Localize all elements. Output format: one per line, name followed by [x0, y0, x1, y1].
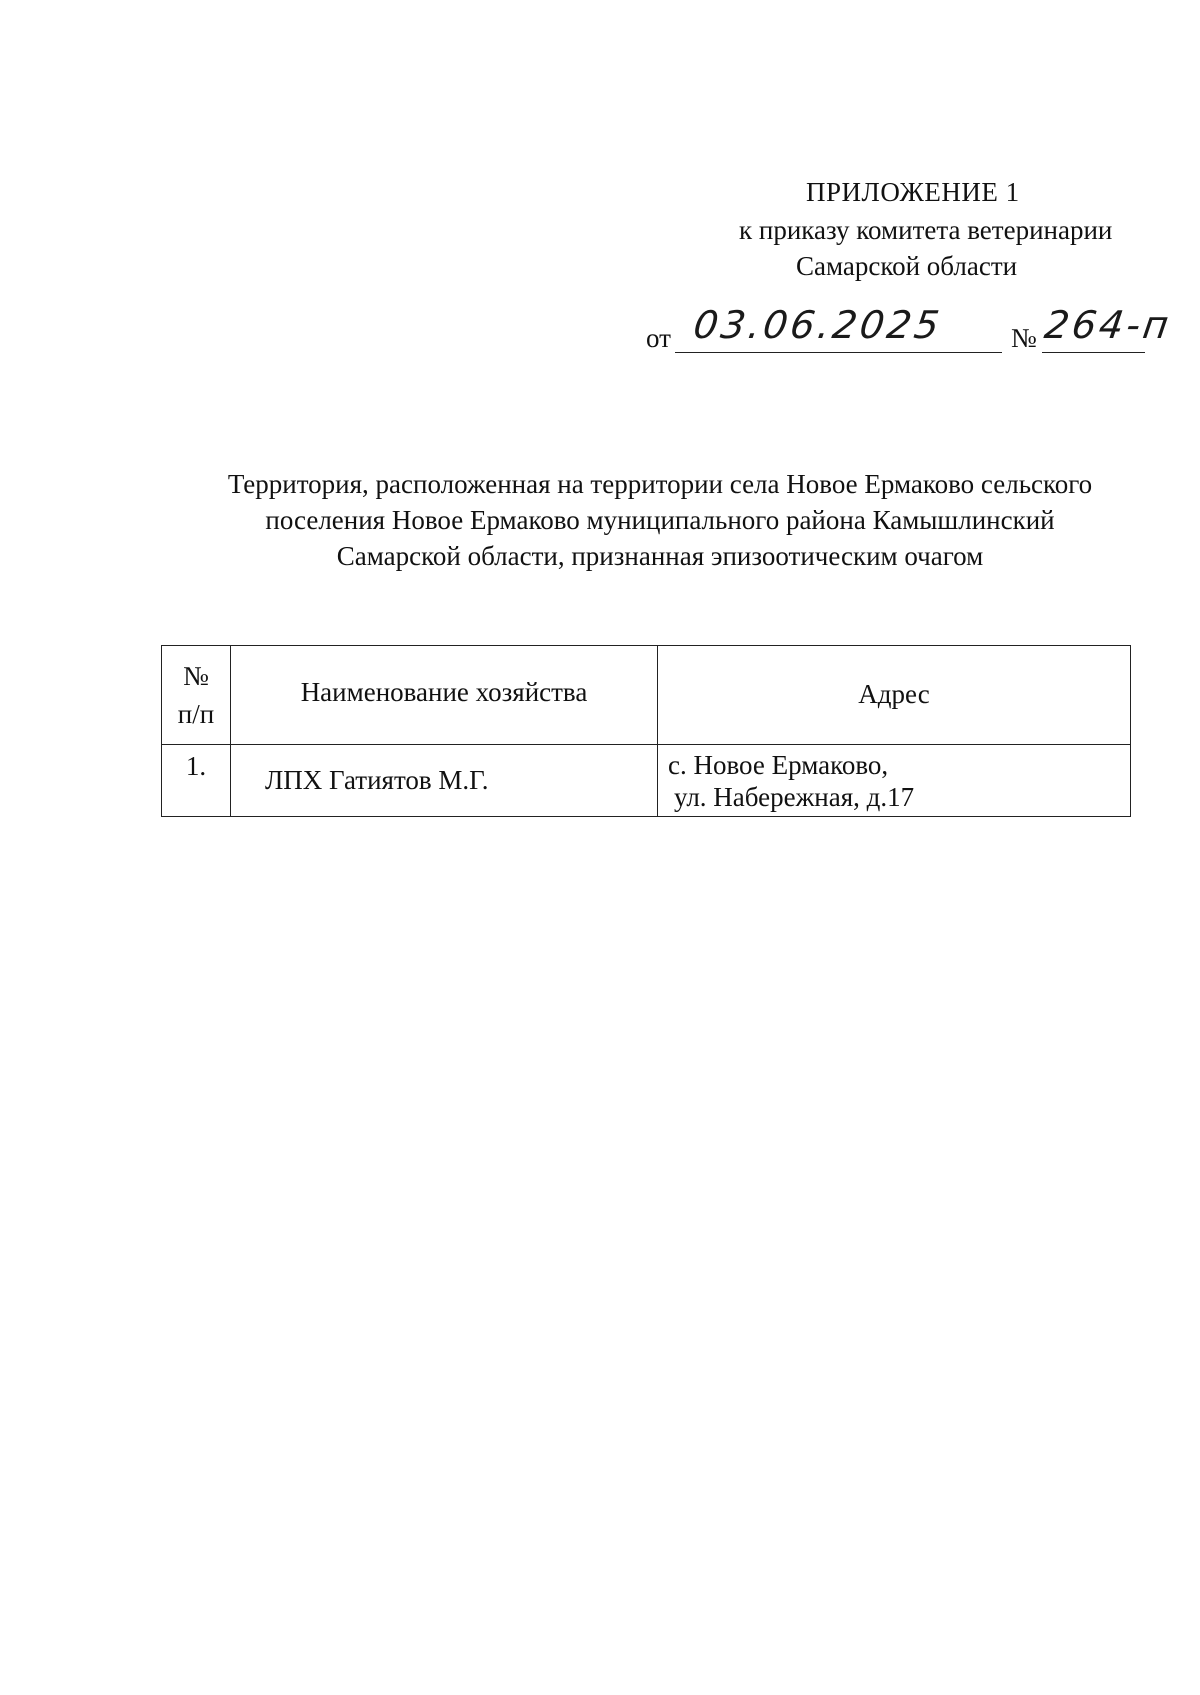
heading-line-1: Территория, расположенная на территории села Новое Ермаково сельского	[227, 469, 1093, 499]
row-number: 1.	[162, 745, 231, 817]
appendix-region: Самарской области	[796, 251, 1018, 281]
header-number-symbol: №	[183, 661, 209, 691]
table-header-row	[162, 646, 1131, 745]
heading-line-2: поселения Новое Ермаково муниципального района Камышлинский	[265, 505, 1055, 535]
header-number-pp: п/п	[177, 699, 215, 729]
header-address	[658, 646, 1131, 745]
farms-table	[161, 645, 1131, 817]
document-heading	[120, 466, 1200, 574]
header-number	[162, 646, 231, 745]
table-row	[162, 745, 1131, 817]
heading-line-3: Самарской области, признанная эпизоотическим очагом	[336, 541, 984, 571]
header-farm-name	[231, 646, 658, 745]
row-farm-name: ЛПХ Гатиятов М.Г.	[231, 745, 658, 817]
date-underline	[675, 352, 1002, 353]
number-prefix-label: №	[1011, 323, 1037, 353]
row-address-line-1: с. Новое Ермаково,	[668, 750, 889, 780]
order-number-handwritten: 264-п	[1041, 303, 1175, 347]
row-address-line-2: ул. Набережная, д.17	[674, 782, 915, 812]
appendix-title: ПРИЛОЖЕНИЕ 1	[806, 177, 1020, 207]
header-farm-name-label: Наименование хозяйства	[300, 676, 588, 707]
row-address	[658, 745, 1131, 817]
header-address-label: Адрес	[858, 678, 930, 709]
date-prefix-label: от	[646, 323, 671, 353]
number-underline	[1042, 352, 1145, 353]
order-date-handwritten: 03.06.2025	[690, 303, 945, 347]
appendix-order-reference: к приказу комитета ветеринарии	[739, 215, 1113, 245]
